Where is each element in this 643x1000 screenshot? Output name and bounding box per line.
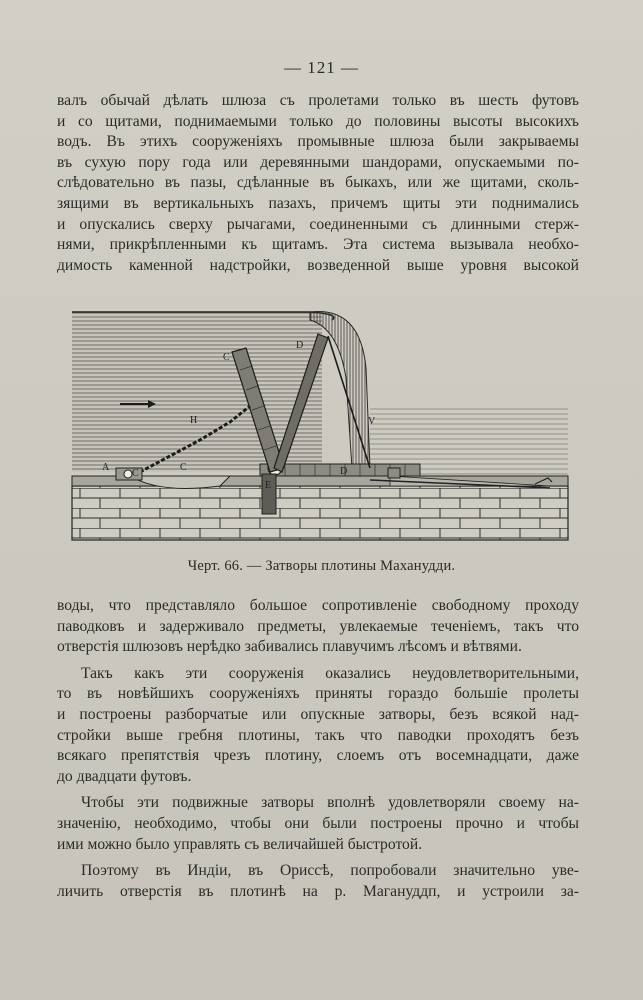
figure-label-c-top: C: [223, 352, 230, 363]
text-line: ими можно было управлять съ величайшей быстротой.: [57, 835, 423, 853]
paragraph: [57, 793, 579, 855]
text-line: и опускались сверху рычагами, соединенными съ длинными стерж-: [57, 215, 579, 233]
page-number: — 121 —: [284, 58, 359, 77]
figure-label-c-left: C: [132, 468, 139, 479]
text-line: валъ обычай дѣлать шлюза съ пролетами только въ шесть футовъ: [57, 92, 579, 109]
paragraph: [57, 664, 579, 788]
text-line: и со щитами, поднимаемыми только до половины высоты высокихъ: [57, 112, 579, 130]
figure-label-c-mid: C: [180, 462, 187, 473]
figure-label-v: V: [368, 416, 376, 427]
text-line: паводковъ и задерживало предметы, увлекаемые теченіемъ, такъ что: [57, 617, 579, 635]
masonry-foundation: [72, 486, 568, 540]
text-line: димость каменной надстройки, возведенной выше уровня высокой: [57, 256, 579, 274]
text-line: то въ новѣйшихъ сооруженіяхъ приняты гораздо большіе пролеты: [57, 685, 579, 703]
text-line: воды, что представляло большое сопротивленіе свободному проходу: [57, 597, 579, 614]
figure-label-d-low: D: [340, 466, 348, 477]
text-line: зящими въ вертикальныхъ пазахъ, причемъ щиты эти поднимались: [57, 194, 579, 212]
paragraph: [57, 596, 579, 658]
text-line: стройки выше гребня плотины, такъ что паводки проходятъ безъ: [57, 726, 579, 744]
text-line: Поэтому въ Индіи, въ Ориссѣ, попробовали значительно уве-: [81, 862, 579, 880]
text-line: водъ. Въ этихъ сооруженіяхъ промывные шлюза были закрываемы: [57, 133, 579, 151]
text-line: значенію, необходимо, чтобы они были построены прочно и чтобы: [57, 814, 579, 832]
text-line: личить отверстія въ плотинѣ на р. Магануддп, и устроили за-: [57, 882, 579, 900]
text-line: въ сухую пору года или деревянными шандорами, опускаемыми по-: [57, 153, 579, 171]
text-line: всякаго препятствія чрезъ плотину, слоемъ отъ восемнадцати, даже: [57, 747, 579, 765]
figure-label-e: E: [265, 480, 272, 491]
figure-label-d-top: D: [296, 340, 304, 351]
text-line: Чтобы эти подвижные затворы вполнѣ удовлетворяли своему на-: [81, 794, 579, 812]
text-line: нями, прикрѣпленными къ щитамъ. Эта система вызывала необхо-: [57, 236, 579, 254]
figure-caption: Черт. 66. — Затворы плотины Маханудди.: [187, 558, 456, 574]
bottom-text: [57, 596, 579, 902]
figure-label-h: H: [190, 415, 198, 426]
text-line: и построены разборчатые или опускные затворы, безъ всякой над-: [57, 705, 579, 723]
text-line: слѣдовательно въ пазы, сдѣланные въ быкахъ, или же щитами, сколь-: [57, 174, 579, 192]
top-paragraph: [57, 91, 579, 276]
figure-label-a: A: [102, 462, 110, 473]
text-line: Такъ какъ эти сооруженія оказались неудовлетворительными,: [81, 664, 579, 682]
text-line: до двадцати футовъ.: [57, 767, 192, 785]
dam-gate-illustration: [70, 308, 570, 548]
paragraph: [57, 861, 579, 902]
text-line: отверстія шлюзовъ нерѣдко забивались плавучимъ лѣсомъ и вѣтвями.: [57, 638, 522, 656]
